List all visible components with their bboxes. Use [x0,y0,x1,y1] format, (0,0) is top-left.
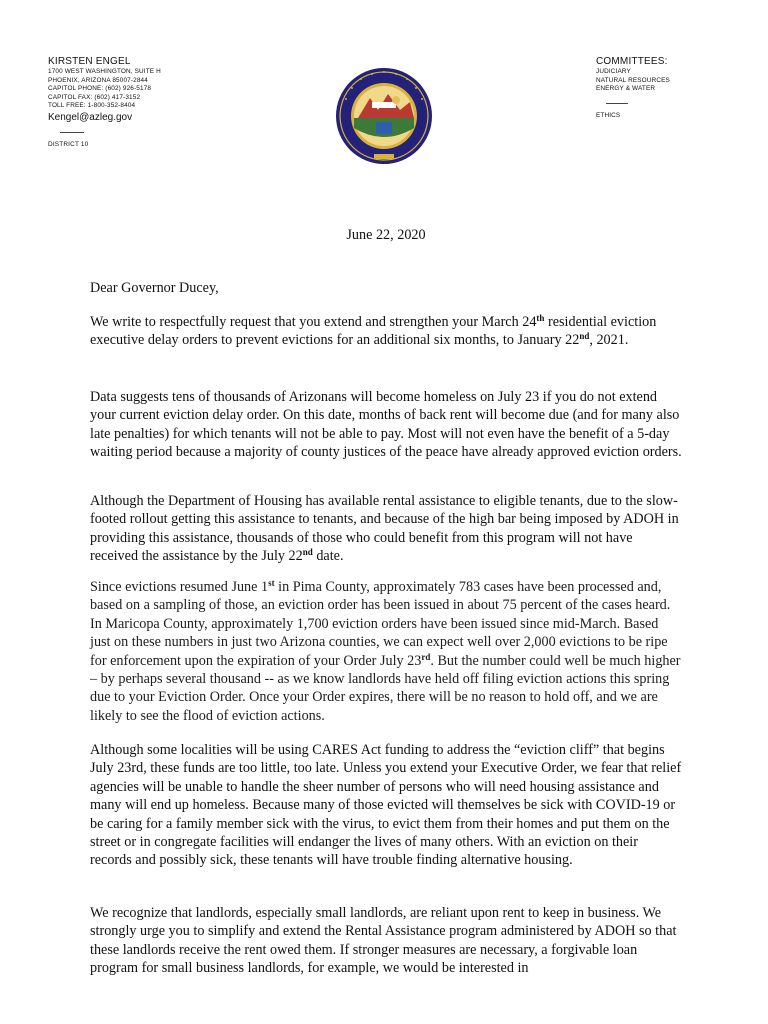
divider [606,103,628,104]
email-address: Kengel@azleg.gov [48,111,133,123]
letter-date: June 22, 2020 [346,227,426,243]
address-line-1: 1700 WEST WASHINGTON, SUITE H [48,68,161,75]
committee-natural-resources: NATURAL RESOURCES [596,76,670,84]
toll-free-phone: TOLL FREE: 1-800-352-8404 [48,102,136,110]
letterhead-committees-block [596,56,670,120]
address-line-2: PHOENIX, ARIZONA 85007-2844 [48,76,148,84]
legislator-name: KIRSTEN ENGEL [48,56,131,67]
paragraph-4: Since evictions resumed June 1st in Pima County, approximately 783 cases have been processed and, based on a sampling of those, an eviction order has been issued in about 75 percent of the cases heard. In Maricopa County, approximately 1,700 eviction orders have been issued since mid-March. Based just on these numbers in just two Arizona counties, we can expect well over 2,000 evictions to be ripe for enforcement upon the expiration of your Order July 23rd. But the number could well be much higher – by perhaps several thousand -- as we know landlords have held off filing eviction actions this spring due to your Eviction Order. Once your Order expires, there will be no reason to hold off, and we are likely to see the flood of eviction actions. [90,578,681,724]
capitol-fax: CAPITOL FAX: (602) 417-3152 [48,93,141,101]
paragraph-5: Although some localities will be using CARES Act funding to address the “eviction cliff” that begins July 23rd, these funds are too little, too late. Unless you extend your Executive Order, we fear that relief agencies will be unable to handle the sheer number of persons who will need housing assistance and many will end up homeless. Because many of those evicted will themselves be sick with COVID-19 or be caring for a family member sick with the virus, to evict them from their homes and put them on the street or in congregate facilities will endanger the lives of many others. With an eviction on their records and possibly sick, these tenants will have trouble finding alternative housing. [90,742,682,869]
capitol-phone: CAPITOL PHONE: (602) 926-5178 [48,85,152,93]
district-label: DISTRICT 10 [48,140,89,148]
committee-judiciary: JUDICIARY [596,68,631,75]
committee-energy-water: ENERGY & WATER [596,85,656,93]
salutation: Dear Governor Ducey, [90,280,219,296]
letterhead-contact-block [48,56,161,149]
committees-heading: COMMITTEES: [596,56,668,67]
divider [60,132,84,133]
paragraph-2: Data suggests tens of thousands of Arizonans will become homeless on July 23 if you do not extend your current eviction delay order. On this date, months of back rent will become due (and for many also late penalties) for which tenants will not be able to pay. Most will not even have the benefit of a 5-day waiting period because a majority of county justices of the peace have already approved eviction orders. [90,389,682,461]
paragraph-1: We write to respectfully request that you extend and strengthen your March 24th residential eviction executive delay orders to prevent evictions for an additional six months, to January 22nd, 2021. [90,313,657,349]
state-seal-icon [334,66,434,166]
committee-ethics: ETHICS [596,111,621,119]
paragraph-6: We recognize that landlords, especially small landlords, are reliant upon rent to keep in business. We strongly urge you to simplify and extend the Rental Assistance program administered by ADOH so that these landlords receive the rent owed them. If stronger measures are necessary, a forgivable loan program for small business landlords, for example, we would be interested in [90,905,677,977]
paragraph-3: Although the Department of Housing has available rental assistance to eligible tenants, due to the slow-footed rollout getting this assistance to tenants, and because of the high bar being imposed by ADOH in providing this assistance, thousands of those who could benefit from this program will not have received the assistance by the July 22nd date. [90,493,679,565]
